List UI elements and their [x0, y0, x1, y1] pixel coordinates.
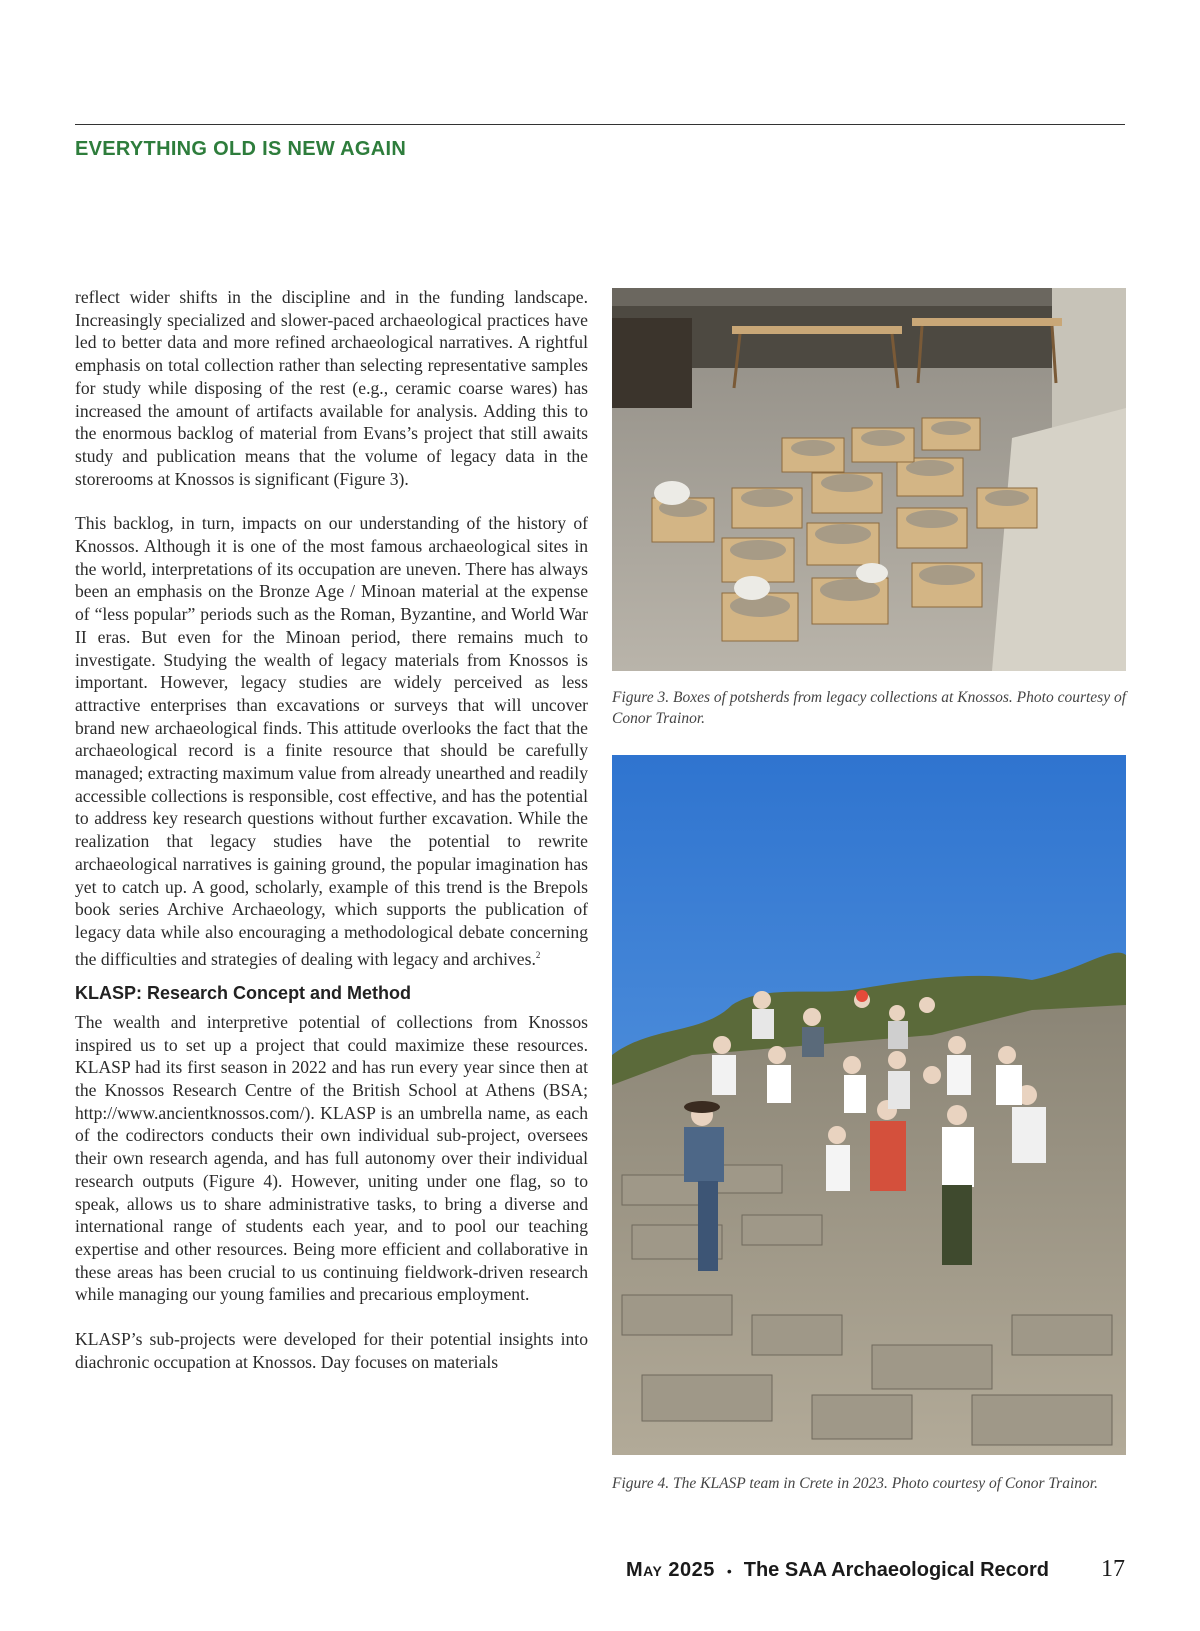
potsherd-boxes-photo [612, 288, 1126, 671]
figure-3-photo [612, 288, 1126, 671]
header-rule [75, 124, 1125, 125]
body-paragraph: KLASP’s sub-projects were developed for their potential insights into diachronic occupation at Knossos. Day focuses on materials [75, 1329, 588, 1372]
body-paragraph-text: This backlog, in turn, impacts on our understanding of the history of Knossos. Although it is one of the most famous archaeological sites in the world, interpretations of its occupation are uneven. There has always been an emphasis on the Bronze Age / Minoan material at the expense of “less popular” periods such as the Roman, Byzantine, and World War II eras. But even for the Minoan period, there remains much to investigate. Studying the wealth of legacy materials from Knossos is important. However, legacy studies are widely perceived as less attractive enterprises than excavations or surveys that will uncover brand new archaeological finds. This attitude overlooks the fact that the archaeological record is a finite resource that should be carefully managed; extracting maximum value from already unearthed and readily accessible collections is responsible, cost effective, and has the potential to address key research questions without further excavation. While the realization that legacy studies have the potential to rewrite archaeological narratives is gaining ground, the popular imagination has yet to catch up. A good, scholarly, example of this trend is the Brepols book series Archive Archaeology, which supports the publication of legacy data while also encouraging a methodological debate concerning the difficulties and strategies of dealing with legacy and archives. [75, 513, 588, 969]
figure-4-photo [612, 755, 1126, 1455]
footnote-ref[interactable]: 2 [535, 949, 541, 960]
figure-3-caption: Figure 3. Boxes of potsherds from legacy collections at Knossos. Photo courtesy of Conor Trainor. [612, 689, 1127, 727]
footer-bullet: • [726, 1563, 732, 1579]
right-column [612, 288, 1126, 1494]
issue-date: May 2025 [625, 1559, 715, 1581]
page-number: 17 [1101, 1556, 1125, 1582]
running-title: EVERYTHING OLD IS NEW AGAIN [75, 138, 407, 160]
body-paragraph: reflect wider shifts in the discipline and in the funding landscape. Increasingly specialized and slower-paced archaeological practices have led to better data and more refined archaeological narratives. A rightful emphasis on total collection rather than selecting representative samples for study while disposing of the rest (e.g., ceramic coarse wares) has increased the amount of artifacts available for analysis. Adding this to the enormous backlog of material from Evans’s project that still awaits study and publication means that the volume of legacy data in the storerooms at Knossos is significant (Figure 3). [75, 287, 588, 489]
journal-title: The SAA Archaeological Record [743, 1559, 1049, 1581]
figure-4-caption: Figure 4. The KLASP team in Crete in 2023. Photo courtesy of Conor Trainor. [612, 1475, 1098, 1492]
left-column [75, 286, 588, 1374]
body-paragraph [75, 512, 588, 970]
body-paragraph: The wealth and interpretive potential of collections from Knossos inspired us to set up a project that could maximize these resources. KLASP had its first season in 2022 and has run every year since then at the Knossos Research Centre of the British School at Athens (BSA; http://www.ancientknossos.com/). KLASP is an umbrella name, as each of the codirectors conducts their own individual sub-project, oversees their own research agenda, and has full autonomy over their individual research outputs (Figure 4). However, uniting under one flag, so to speak, allows us to share administrative tasks, to bring a diverse and international range of students each year, and to pool our teaching expertise and other resources. Being more efficient and collaborative in these areas has been crucial to us continuing fieldwork-driven research while managing our young families and precarious employment. [75, 1011, 588, 1305]
klasp-team-photo [612, 755, 1126, 1455]
page-footer [626, 1556, 1125, 1583]
section-heading: KLASP: Research Concept and Method [75, 983, 412, 1004]
